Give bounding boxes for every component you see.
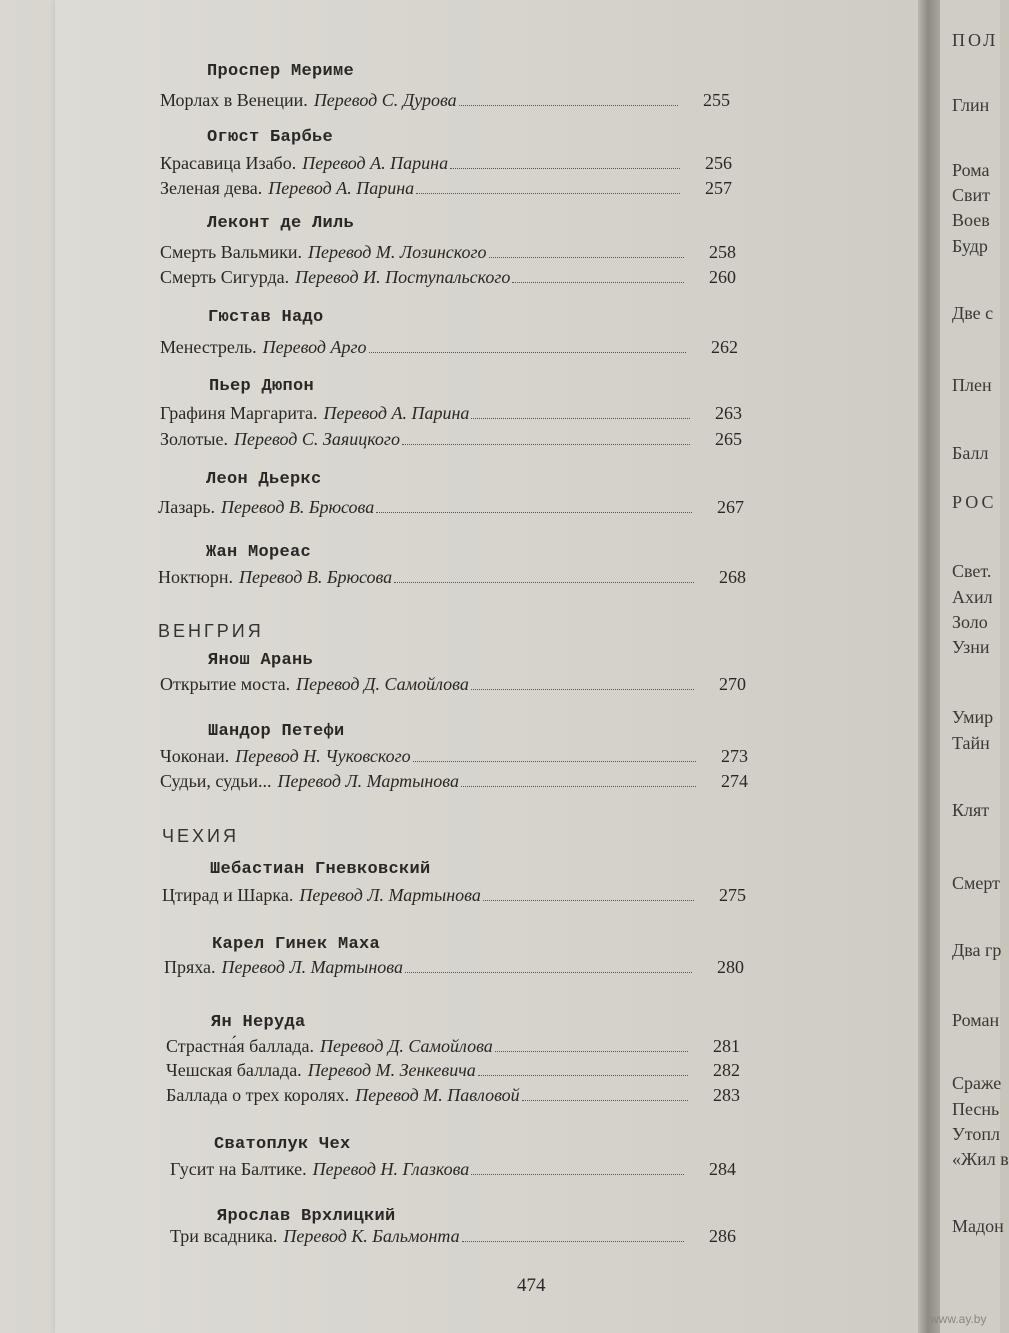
facing-page-fragment: Два гр [952,940,1002,960]
author-heading: Жан Мореас [206,543,312,562]
country-heading: ВЕНГРИЯ [158,621,264,641]
page-ref: 263 [715,403,742,423]
dot-leader [512,282,684,283]
poem-title: Баллада о трех королях. [166,1085,350,1105]
poem-title: Чешская баллада. [166,1060,302,1080]
translator: Перевод М. Лозинского [307,242,487,262]
poem-title: Смерть Сигурда. [160,267,290,287]
page-ref: 281 [713,1036,740,1056]
dot-leader [402,444,690,445]
toc-entry [166,1036,740,1057]
dot-leader [489,257,684,258]
poem-title: Гусит на Балтике. [170,1159,307,1179]
toc-entry [164,957,744,978]
dot-leader [483,900,694,901]
toc-entry [160,153,732,174]
toc-entry [160,90,730,111]
page-ref: 273 [721,746,748,766]
translator: Перевод Л. Мартынова [277,771,459,791]
dot-leader [462,1241,684,1242]
facing-page-fragment: Смерт [952,873,1001,893]
translator: Перевод Д. Самойлова [320,1036,493,1056]
poem-title: Графиня Маргарита. [160,403,318,423]
facing-page-fragment: «Жил в [952,1149,1009,1169]
watermark: www.ay.by [930,1312,987,1326]
dot-leader [522,1100,688,1101]
poem-title: Смерть Вальмики. [160,242,302,262]
poem-title: Менестрель. [160,337,257,357]
book-page [55,0,925,1333]
dot-leader [405,972,692,973]
poem-title: Открытие моста. [160,674,291,694]
poem-title: Красавица Изабо. [160,153,297,173]
author-heading: Леон Дьеркс [206,470,322,489]
page-ref: 274 [721,771,748,791]
facing-page-fragment: Тайн [952,733,990,753]
translator: Перевод Л. Мартынова [299,885,481,905]
dot-leader [376,512,692,513]
dot-leader [495,1051,688,1052]
page-ref: 286 [709,1226,736,1246]
facing-page-fragment: Сраже [952,1073,1002,1093]
poem-title: Морлах в Венеции. [160,90,308,110]
translator: Перевод С. Заяицкого [233,429,400,449]
toc-entry [160,242,736,263]
page-number: 474 [517,1275,546,1296]
toc-entry [160,403,742,424]
translator: Перевод В. Брюсова [221,497,375,517]
page-ref: 262 [711,337,738,357]
dot-leader [471,689,694,690]
page-ref: 256 [705,153,732,173]
author-heading: Шандор Петефи [208,722,345,741]
toc-entry [162,885,746,906]
dot-leader [461,786,696,787]
page-ref: 283 [713,1085,740,1105]
facing-page-fragment: Песнь [952,1099,1000,1119]
toc-entry [160,674,746,695]
page-ref: 265 [715,429,742,449]
dot-leader [413,761,696,762]
translator: Перевод М. Зенкевича [307,1060,476,1080]
toc-entry [170,1226,736,1247]
page-ref: 284 [709,1159,736,1179]
facing-page-fragment: Свет. [952,561,992,581]
author-heading: Карел Гинек Маха [212,935,381,954]
author-heading: Гюстав Надо [208,308,324,327]
facing-page-fragment: ПОЛ [952,30,999,50]
translator: Перевод К. Бальмонта [283,1226,460,1246]
dot-leader [369,352,686,353]
toc-entry [170,1159,736,1180]
page-ref: 275 [719,885,746,905]
facing-page-fragment: Ахил [952,587,993,607]
facing-page-fragment: Рома [952,160,990,180]
poem-title: Чоконаи. [160,746,230,766]
page-ref: 258 [709,242,736,262]
facing-page-fragment: Роман [952,1010,1000,1030]
page-ref: 260 [709,267,736,287]
author-heading: Шебастиан Гневковский [210,860,431,879]
page-ref: 257 [705,178,732,198]
facing-page-fragment: Умир [952,707,994,727]
dot-leader [471,1174,684,1175]
page-ref: 255 [703,90,730,110]
translator: Перевод А. Парина [323,403,470,423]
facing-page-fragment: Глин [952,95,990,115]
poem-title: Цтирад и Шарка. [162,885,294,905]
dot-leader [416,193,680,194]
poem-title: Зеленая дева. [160,178,263,198]
translator: Перевод В. Брюсова [238,567,393,587]
poem-title: Лазарь. [158,497,216,517]
toc-entry [160,429,742,450]
translator: Перевод А. Парина [268,178,415,198]
facing-page-fragment: Утопл [952,1124,1000,1144]
poem-title: Золотые. [160,429,228,449]
dot-leader [394,582,694,583]
author-heading: Сватоплук Чех [214,1135,351,1154]
poem-title: Судьи, судьи... [160,771,272,791]
translator: Перевод Д. Самойлова [296,674,469,694]
page-ref: 267 [717,497,744,517]
poem-title: Страстна́я баллада. [166,1036,315,1056]
author-heading: Ярослав Врхлицкий [217,1207,396,1226]
country-heading: ЧЕХИЯ [162,826,239,846]
facing-page-fragment: Плен [952,375,992,395]
toc-entry [160,178,732,199]
toc-entry [160,746,748,767]
translator: Перевод Л. Мартынова [221,957,403,977]
facing-page-fragment: Воев [952,210,990,230]
toc-entry [160,267,736,288]
facing-page [940,0,1009,1333]
facing-page-fragment: Будр [952,236,988,256]
facing-page-fragment: Узни [952,637,990,657]
translator: Перевод С. Дурова [313,90,457,110]
author-heading: Ян Неруда [211,1013,306,1032]
facing-page-fragment: РОС [952,492,997,512]
poem-title: Ноктюрн. [158,567,233,587]
poem-title: Пряха. [164,957,216,977]
facing-page-fragment: Балл [952,443,989,463]
facing-page-fragment: Клят [952,800,990,820]
translator: Перевод Н. Глазкова [312,1159,470,1179]
author-heading: Леконт де Лиль [207,214,355,233]
toc-entry [158,567,746,588]
translator: Перевод Арго [262,337,367,357]
toc-entry [166,1085,740,1106]
toc-entry [158,497,744,518]
page-ref: 280 [717,957,744,977]
toc-entry [160,771,748,792]
author-heading: Проспер Мериме [207,62,355,81]
dot-leader [450,168,680,169]
facing-page-fragment: Две с [952,303,994,323]
dot-leader [478,1075,688,1076]
translator: Перевод А. Парина [302,153,449,173]
facing-page-fragment: Свит [952,185,991,205]
book-gutter [918,0,940,1333]
poem-title: Три всадника. [170,1226,278,1246]
author-heading: Огюст Барбье [207,128,334,147]
translator: Перевод Н. Чуковского [235,746,411,766]
author-heading: Янош Арань [208,651,314,670]
toc-entry [160,337,738,358]
toc-entry [166,1060,740,1081]
translator: Перевод М. Павловой [355,1085,520,1105]
facing-page-fragment: Золо [952,612,988,632]
translator: Перевод И. Поступальского [295,267,511,287]
dot-leader [471,418,690,419]
dot-leader [459,105,678,106]
page-ref: 270 [719,674,746,694]
author-heading: Пьер Дюпон [209,377,315,396]
facing-page-fragment: Мадон [952,1216,1004,1236]
page-ref: 268 [719,567,746,587]
page-ref: 282 [713,1060,740,1080]
